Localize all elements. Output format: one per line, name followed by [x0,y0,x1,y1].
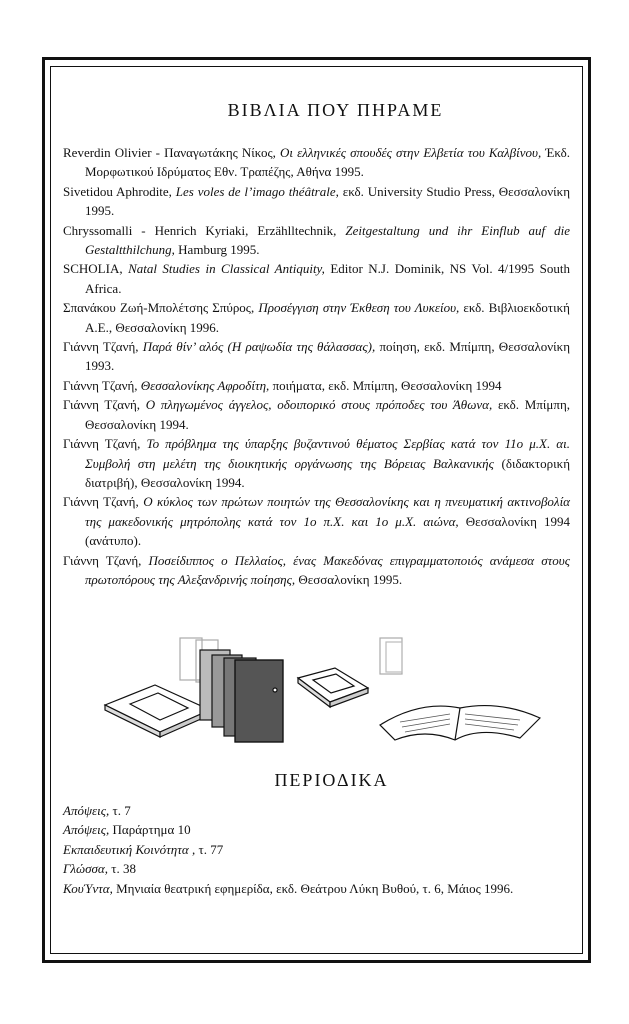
periodical-issue: τ. 77 [195,841,224,857]
periodical-entry [63,820,570,839]
book-author: Γιάννη Τζανή, [63,494,144,510]
book-title: Ποσείδιππος ο Πελλαίος, ένας Μακεδόνας επιγραμματοποιός ανάμεσα στους πρωτοπόρους της Αλεξανδρινής ποίησης, [85,552,570,587]
book-publication: Θεσσαλονίκη 1994 (ανάτυπο). [85,513,571,549]
periodical-title: Γλώσσα, [63,861,108,877]
books-clipart-icon [100,630,570,750]
periodical-entry [63,879,570,898]
periodicals-heading: ΠΕΡΙΟΔΙΚΑ [274,770,389,790]
book-title: Natal Studies in Classical Antiquity, [128,261,325,277]
book-publication: Hamburg 1995. [174,242,260,258]
book-author: Γιάννη Τζανή, [63,377,141,393]
book-entry [63,143,570,182]
book-author: Γιάννη Τζανή, [63,552,149,568]
book-publication: ποίηση, εκδ. Μπίμπη, Θεσσαλονίκη 1993. [85,339,571,374]
book-entry [63,298,570,337]
periodical-entry [63,840,570,859]
book-author: SCHOLIA, [63,261,129,277]
books-list [63,143,570,589]
book-entry [63,337,570,376]
book-title: Θεσσαλονίκης Αφροδίτη, [140,377,270,393]
book-author: Σπανάκου Ζωή-Μπολέτσης Σπύρος, [63,300,259,316]
book-title: Παρά θίν’ αλός (Η ραψωδία της θάλασσας), [142,339,376,355]
book-author: Chryssomalli - Henrich Kyriaki, Erzählltechnik, [63,222,346,238]
book-publication: Θεσσαλονίκη 1995. [295,571,403,587]
book-entry [63,434,570,492]
book-title: Zeitgestaltung und ihr Einflub auf die Gestaltthilchung, [85,222,570,258]
periodical-entry [63,859,570,878]
periodical-entry [63,801,570,820]
book-publication: εκδ. Μπίμπη, Θεσσαλονίκη 1994. [85,397,570,432]
periodical-issue: τ. 7 [109,803,131,818]
book-title: Το πρόβλημα της ύπαρξης βυζαντινού θέματος Σερβίας κατά τον 11ο μ.Χ. αι. Συμβολή στη μελέτη της διοικητικής οργάνωσης της Βόρειας Βαλκανικής [85,436,570,471]
book-author: Γιάννη Τζανή, [63,436,147,452]
periodicals-list [63,801,570,898]
periodical-title: Εκπαιδευτική Κοινότητα , [63,841,196,857]
book-author: Sivetidou Aphrodite, [63,183,176,199]
periodical-issue: Παράρτημα 10 [109,822,191,838]
book-author: Γιάννη Τζανή, [63,339,143,355]
book-entry [63,395,570,434]
book-entry [63,259,570,298]
book-author: Γιάννη Τζανή, [63,397,146,413]
periodical-issue: τ. 38 [108,861,136,877]
books-heading: ΒΙΒΛΙΑ ΠΟΥ ΠΗΡΑΜΕ [227,100,444,120]
periodicals-section [63,770,570,898]
book-publication: εκδ. Βιβλιοεκδοτική Α.Ε., Θεσσαλονίκη 1996. [85,300,570,335]
book-title: Οι ελληνικές σπουδές στην Ελβετία του Καλβίνου, [280,145,542,160]
book-title: Ο κύκλος των πρώτων ποιητών της Θεσσαλονίκης και η πνευματική ακτινοβολία της μακεδονικής μητρόπολης κατά τον 1ο π.Χ. και 1ο μ.Χ. αιώνα, [85,494,570,529]
book-publication: Editor N.J. Dominik, NS Vol. 4/1995 South Africa. [85,261,570,296]
book-publication: εκδ. University Studio Press, Θεσσαλονίκη 1995. [85,183,570,219]
periodical-title: Απόψεις, [63,822,110,838]
book-title: Les voles de l’imago théâtrale, [175,183,339,199]
book-title: Προσέγγιση στην Έκθεση του Λυκείου, [258,300,460,316]
book-title: Ο πληγωμένος άγγελος, οδοιπορικό στους πρόποδες του Άθωνα, [145,397,493,413]
periodical-title: ΚουΎντα, [63,880,113,896]
book-entry [63,376,570,395]
book-publication: Έκδ. Μορφωτικού Ιδρύματος Εθν. Τραπέζης, Αθήνα 1995. [85,145,571,180]
book-entry [63,182,570,221]
book-publication: ποιήματα, εκδ. Μπίμπη, Θεσσαλονίκη 1994 [269,377,502,393]
periodical-title: Απόψεις, [63,803,110,818]
book-entry [63,551,570,590]
book-entry [63,492,570,550]
periodical-issue: Μηνιαία θεατρική εφημερίδα, εκδ. Θεάτρου Λύκη Βυθού, τ. 6, Μάιος 1996. [112,880,514,896]
book-author: Reverdin Olivier - Παναγωτάκης Νίκος, [63,145,281,160]
books-section [63,100,570,589]
book-entry [63,221,570,260]
book-publication: (διδακτορική διατριβή), Θεσσαλονίκη 1994. [85,455,570,490]
